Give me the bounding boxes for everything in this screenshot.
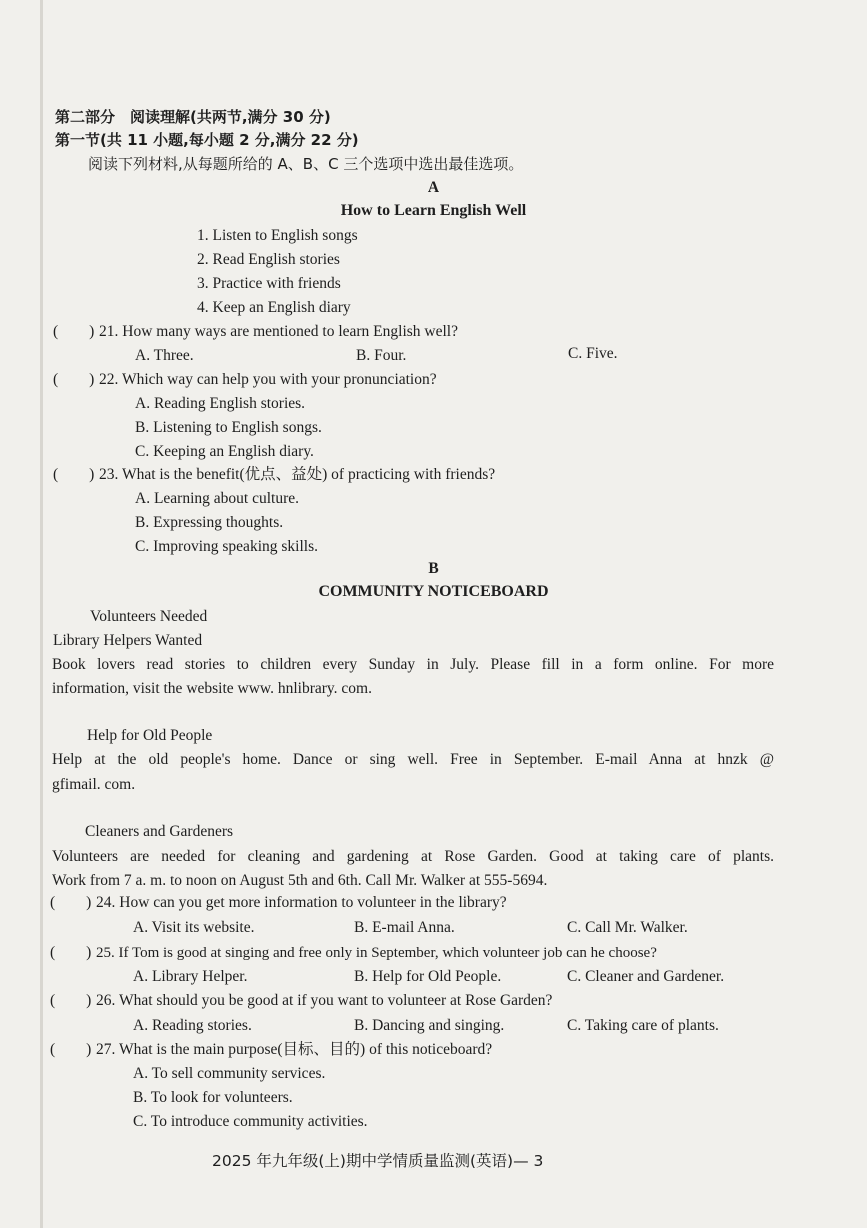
option-b: B. Expressing thoughts. <box>135 514 284 531</box>
question-25: 25. If Tom is good at singing and free only in September, which volunteer job can he choose? <box>96 945 657 961</box>
question-21: 21. How many ways are mentioned to learn English well? <box>99 323 458 340</box>
answer-blank[interactable]: ( ) <box>50 1041 92 1058</box>
old-people-text-line: gfimail. com. <box>52 776 136 793</box>
option-c: C. Improving speaking skills. <box>135 538 318 555</box>
part-title: 第二部分 阅读理解(共两节,满分 30 分) <box>55 108 331 126</box>
question-22: 22. Which way can help you with your pronunciation? <box>99 371 437 388</box>
passage-a-item: 1. Listen to English songs <box>197 227 358 244</box>
answer-blank[interactable]: ( ) <box>50 992 92 1009</box>
passage-a-title: How to Learn English Well <box>340 202 527 219</box>
question-27: 27. What is the main purpose(目标、目的) of this noticeboard? <box>96 1041 493 1058</box>
volunteers-needed-heading: Volunteers Needed <box>90 608 208 625</box>
answer-blank[interactable]: ( ) <box>53 466 95 483</box>
option-b: B. To look for volunteers. <box>133 1089 293 1106</box>
option-c: C. Keeping an English diary. <box>135 443 314 460</box>
garden-text-line: Volunteers are needed for cleaning and gardening at Rose Garden. Good at taking care of plants. <box>52 848 774 865</box>
option-a: A. Three. <box>135 347 194 364</box>
question-24: 24. How can you get more information to volunteer in the library? <box>96 894 507 911</box>
old-people-text-line: Help at the old people's home. Dance or sing well. Free in September. E-mail Anna at hnzk @ <box>52 751 774 768</box>
option-c: C. To introduce community activities. <box>133 1113 368 1130</box>
passage-b-title: COMMUNITY NOTICEBOARD <box>318 583 549 600</box>
library-text-line: Book lovers read stories to children every Sunday in July. Please fill in a form online. For more <box>52 656 774 673</box>
option-b: B. Four. <box>356 347 407 364</box>
option-b: B. E-mail Anna. <box>354 919 455 936</box>
option-a: A. Visit its website. <box>133 919 255 936</box>
option-a: A. Reading stories. <box>133 1017 252 1034</box>
option-a: A. Reading English stories. <box>135 395 306 412</box>
option-a: A. Learning about culture. <box>135 490 299 507</box>
library-text-line: information, visit the website www. hnlibrary. com. <box>52 680 372 697</box>
option-c: C. Five. <box>568 345 618 362</box>
question-26: 26. What should you be good at if you want to volunteer at Rose Garden? <box>96 992 553 1009</box>
library-heading: Library Helpers Wanted <box>53 632 203 649</box>
answer-blank[interactable]: ( ) <box>53 371 95 388</box>
section-subtitle: 第一节(共 11 小题,每小题 2 分,满分 22 分) <box>55 131 359 149</box>
instruction-text: 阅读下列材料,从每题所给的 A、B、C 三个选项中选出最佳选项。 <box>88 155 524 173</box>
answer-blank[interactable]: ( ) <box>50 944 92 961</box>
question-23: 23. What is the benefit(优点、益处) of practicing with friends? <box>99 466 496 483</box>
passage-b-letter: B <box>428 560 439 577</box>
passage-a-letter: A <box>427 179 440 196</box>
page-footer: 2025 年九年级(上)期中学情质量监测(英语)— 3 <box>212 1152 544 1170</box>
option-a: A. To sell community services. <box>133 1065 326 1082</box>
option-b: B. Help for Old People. <box>354 968 502 985</box>
old-people-heading: Help for Old People <box>87 727 213 744</box>
answer-blank[interactable]: ( ) <box>50 894 92 911</box>
option-b: B. Listening to English songs. <box>135 419 322 436</box>
option-c: C. Call Mr. Walker. <box>567 919 688 936</box>
passage-a-item: 3. Practice with friends <box>197 275 341 292</box>
passage-a-item: 2. Read English stories <box>197 251 340 268</box>
garden-heading: Cleaners and Gardeners <box>85 823 234 840</box>
answer-blank[interactable]: ( ) <box>53 323 95 340</box>
garden-text-line: Work from 7 a. m. to noon on August 5th and 6th. Call Mr. Walker at 555-5694. <box>52 872 548 889</box>
option-b: B. Dancing and singing. <box>354 1017 505 1034</box>
option-a: A. Library Helper. <box>133 968 248 985</box>
option-c: C. Cleaner and Gardener. <box>567 968 725 985</box>
option-c: C. Taking care of plants. <box>567 1017 719 1034</box>
passage-a-item: 4. Keep an English diary <box>197 299 351 316</box>
